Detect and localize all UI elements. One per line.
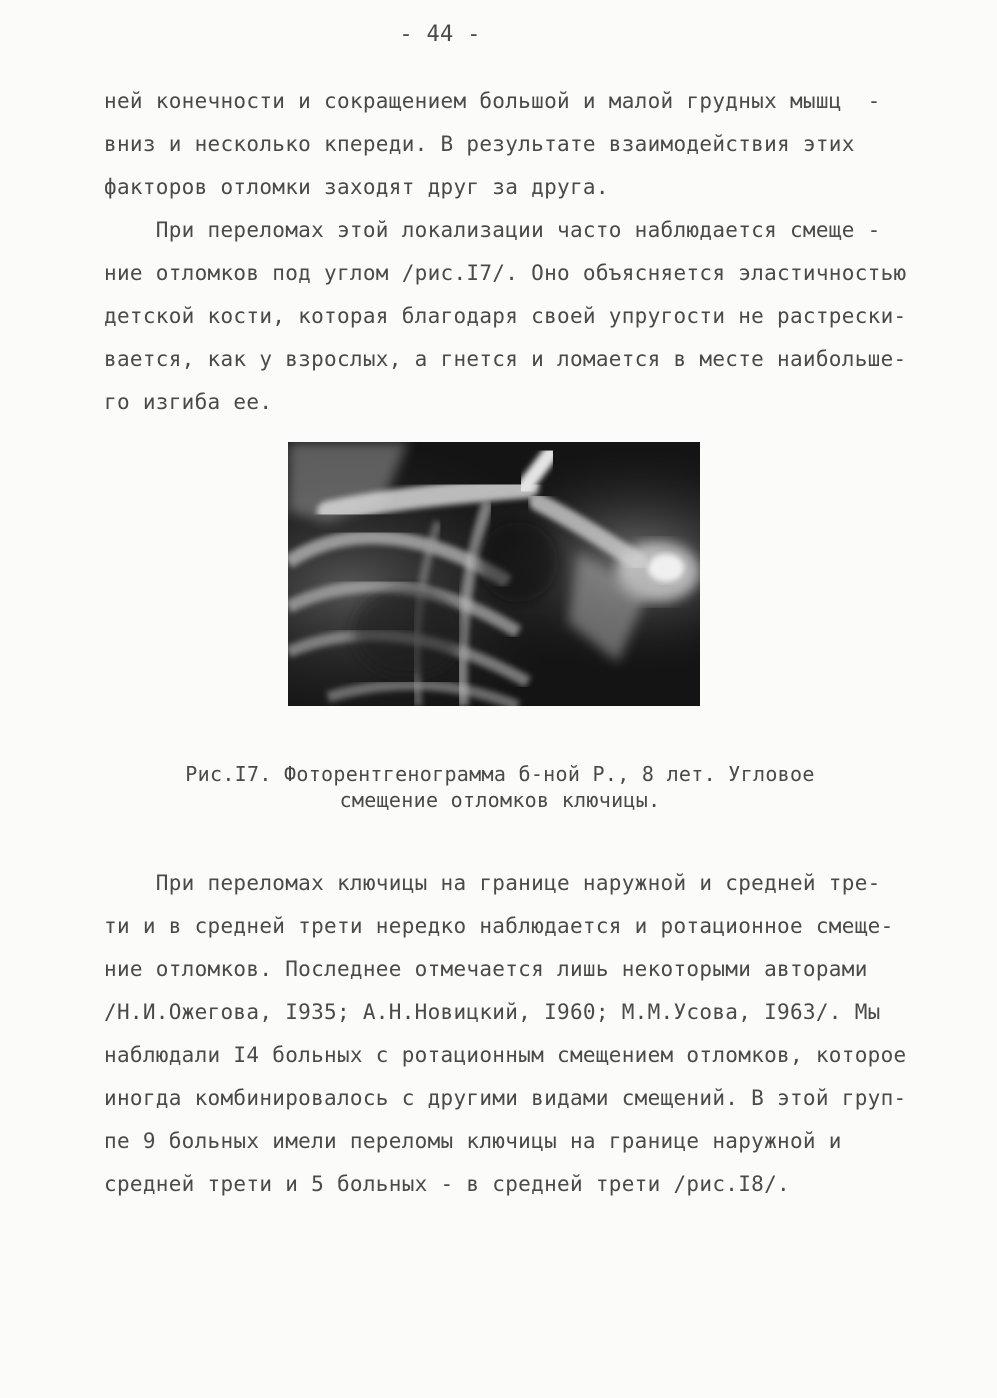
- paragraph-2: [104, 209, 907, 424]
- text-line: го изгиба ее.: [104, 390, 273, 414]
- text-line: иногда комбинировалось с другими видами смещений. В этой груп-: [104, 1086, 907, 1110]
- xray-photo: [288, 442, 700, 706]
- paragraph-3: [104, 862, 907, 1206]
- text-line: факторов отломки заходят друг за друга.: [104, 175, 609, 199]
- text-line: При переломах этой локализации часто наблюдается смеще -: [104, 218, 881, 242]
- text-line: детской кости, которая благодаря своей упругости не растрески-: [104, 304, 907, 328]
- text-line: /Н.И.Ожегова, I935; А.Н.Новицкий, I960; М.М.Усова, I963/. Мы: [104, 1000, 881, 1024]
- xray-image: [288, 442, 700, 706]
- text-line: средней трети и 5 больных - в средней трети /рис.I8/.: [104, 1172, 790, 1196]
- page-number: - 44 -: [399, 22, 481, 47]
- text-line: ние отломков. Последнее отмечается лишь некоторыми авторами: [104, 957, 868, 981]
- text-line: ние отломков под углом /рис.I7/. Оно объясняется эластичностью: [104, 261, 907, 285]
- paragraph-1: [104, 80, 904, 209]
- text-line: При переломах ключицы на границе наружной и средней тре-: [104, 871, 881, 895]
- text-line: наблюдали I4 больных с ротационным смещением отломков, которое: [104, 1043, 907, 1067]
- text-line: пе 9 больных имели переломы ключицы на границе наружной и: [104, 1129, 842, 1153]
- text-line: ней конечности и сокращением большой и малой грудных мышц -: [104, 89, 881, 113]
- figure-caption: [100, 761, 900, 813]
- text-line: ти и в средней трети нередко наблюдается и ротационное смеще-: [104, 914, 894, 938]
- text-line: вается, как у взрослых, а гнется и ломается в месте наибольше-: [104, 347, 907, 371]
- caption-line: смещение отломков ключицы.: [339, 788, 661, 812]
- text-line: вниз и несколько кпереди. В результате взаимодействия этих: [104, 132, 855, 156]
- caption-line: Рис.I7. Фоторентгенограмма б-ной Р., 8 лет. Угловое: [185, 762, 815, 786]
